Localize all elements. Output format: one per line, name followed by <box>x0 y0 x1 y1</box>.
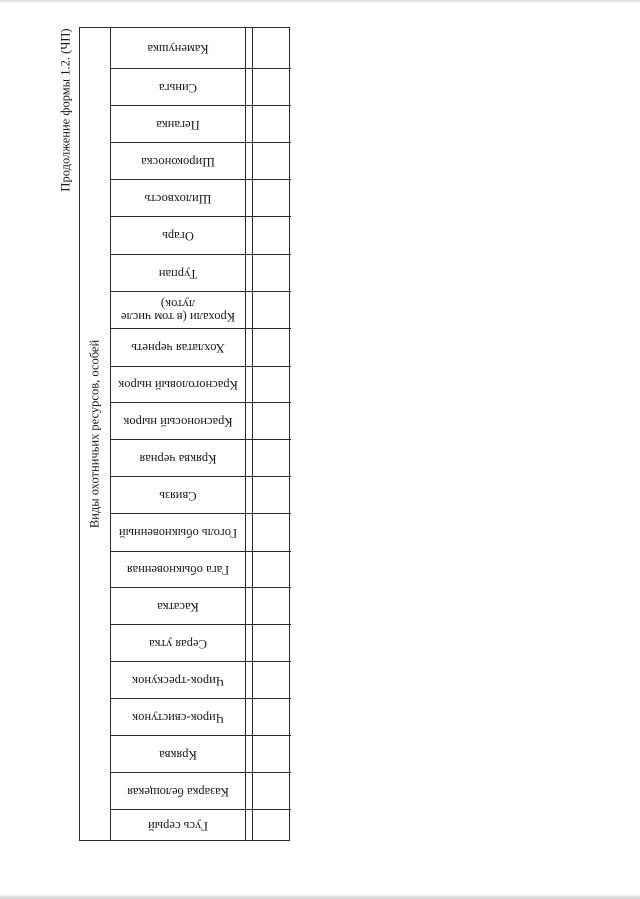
value-cell-narrow <box>245 403 252 439</box>
species-rows <box>110 28 291 840</box>
value-cell <box>252 736 291 772</box>
table-row <box>110 587 291 624</box>
species-cell <box>110 329 245 366</box>
species-cell <box>110 28 245 68</box>
table-row <box>110 735 291 772</box>
value-cell-narrow <box>245 106 252 142</box>
table-row <box>110 366 291 402</box>
species-cell <box>110 143 245 179</box>
value-cell <box>252 143 291 179</box>
value-cell-narrow <box>245 143 252 179</box>
species-label: Хохлатая чернеть <box>130 341 225 355</box>
species-cell <box>110 514 245 551</box>
value-cell <box>252 403 291 439</box>
species-cell <box>110 440 245 476</box>
table-row <box>110 68 291 105</box>
table-row <box>110 28 291 68</box>
scan-edge-bottom <box>0 894 640 899</box>
value-cell <box>252 329 291 366</box>
form-caption <box>60 30 72 190</box>
value-cell <box>252 292 291 328</box>
value-cell <box>252 662 291 698</box>
species-label: Турпан <box>158 266 197 281</box>
species-label: Гусь серый <box>147 818 208 833</box>
table-row <box>110 551 291 587</box>
table-row <box>110 698 291 735</box>
value-cell <box>252 588 291 624</box>
table-row <box>110 661 291 698</box>
species-cell <box>110 69 245 105</box>
table-row <box>110 476 291 513</box>
species-label: Кряква черная <box>139 451 216 466</box>
species-cell <box>110 588 245 624</box>
value-cell <box>252 367 291 402</box>
value-cell-narrow <box>245 217 252 254</box>
table-row <box>110 439 291 476</box>
species-label: Гага обыкновенная <box>126 563 229 577</box>
value-cell <box>252 477 291 513</box>
table-row <box>110 402 291 439</box>
species-cell <box>110 106 245 142</box>
value-cell-narrow <box>245 810 252 840</box>
species-cell <box>110 477 245 513</box>
table-row <box>110 513 291 551</box>
value-cell-narrow <box>245 588 252 624</box>
species-label: Свиязь <box>158 488 197 503</box>
species-label: Серая утка <box>148 636 207 651</box>
scan-edge-top <box>0 0 640 3</box>
group-header-text: Виды охотничьих ресурсов, особей <box>87 339 102 529</box>
table-row <box>110 216 291 254</box>
table-row <box>110 809 291 840</box>
species-cell <box>110 810 245 840</box>
species-label: Чирок-свистунок <box>131 710 224 725</box>
value-cell <box>252 180 291 216</box>
value-cell-narrow <box>245 329 252 366</box>
table-row <box>110 624 291 661</box>
table-row <box>110 105 291 142</box>
form-caption-text: Продолжение формы 1.2. (ЧП) <box>58 28 73 192</box>
value-cell <box>252 810 291 840</box>
value-cell-narrow <box>245 28 252 68</box>
value-cell <box>252 69 291 105</box>
value-cell-narrow <box>245 736 252 772</box>
species-label: Кряква <box>158 747 197 762</box>
value-cell <box>252 440 291 476</box>
species-label: Гоголь обыкновенный <box>118 526 237 540</box>
species-label: Чирок-трескунок <box>131 673 224 688</box>
value-cell-narrow <box>245 699 252 735</box>
value-cell <box>252 514 291 551</box>
value-cell-narrow <box>245 662 252 698</box>
value-cell <box>252 773 291 809</box>
value-cell-narrow <box>245 440 252 476</box>
value-cell-narrow <box>245 773 252 809</box>
species-cell <box>110 699 245 735</box>
value-cell-narrow <box>245 367 252 402</box>
species-label: Широконоска <box>140 154 215 169</box>
species-cell <box>110 180 245 216</box>
table-row <box>110 179 291 216</box>
table-row <box>110 142 291 179</box>
value-cell-narrow <box>245 292 252 328</box>
value-cell-narrow <box>245 69 252 105</box>
group-header <box>80 28 110 840</box>
species-cell <box>110 625 245 661</box>
value-cell <box>252 552 291 587</box>
species-cell <box>110 217 245 254</box>
species-label: Каменушка <box>146 41 209 56</box>
value-cell <box>252 106 291 142</box>
value-cell-narrow <box>245 625 252 661</box>
value-cell <box>252 255 291 291</box>
value-cell-narrow <box>245 514 252 551</box>
species-cell <box>110 552 245 587</box>
species-cell <box>110 736 245 772</box>
species-label: Огарь <box>161 229 194 243</box>
species-table <box>79 27 290 841</box>
species-label: Крохали (в том числе луток) <box>120 297 235 324</box>
species-label: Касатка <box>156 599 199 614</box>
table-row <box>110 254 291 291</box>
species-cell <box>110 255 245 291</box>
species-label: Красноголовый нырок <box>117 378 238 392</box>
value-cell <box>252 625 291 661</box>
value-cell <box>252 28 291 68</box>
species-cell <box>110 403 245 439</box>
species-label: Пеганка <box>155 117 200 132</box>
species-cell <box>110 773 245 809</box>
species-label: Красноносый нырок <box>122 414 233 429</box>
value-cell-narrow <box>245 552 252 587</box>
value-cell-narrow <box>245 477 252 513</box>
value-cell-narrow <box>245 255 252 291</box>
table-row <box>110 328 291 366</box>
species-label: Шилохвость <box>144 191 211 206</box>
value-cell-narrow <box>245 180 252 216</box>
value-cell <box>252 699 291 735</box>
species-cell <box>110 662 245 698</box>
value-cell <box>252 217 291 254</box>
species-label: Казарка белощекая <box>126 784 229 799</box>
species-cell <box>110 367 245 402</box>
species-label: Синьга <box>158 80 197 95</box>
table-row <box>110 291 291 328</box>
species-cell <box>110 292 245 328</box>
table-row <box>110 772 291 809</box>
